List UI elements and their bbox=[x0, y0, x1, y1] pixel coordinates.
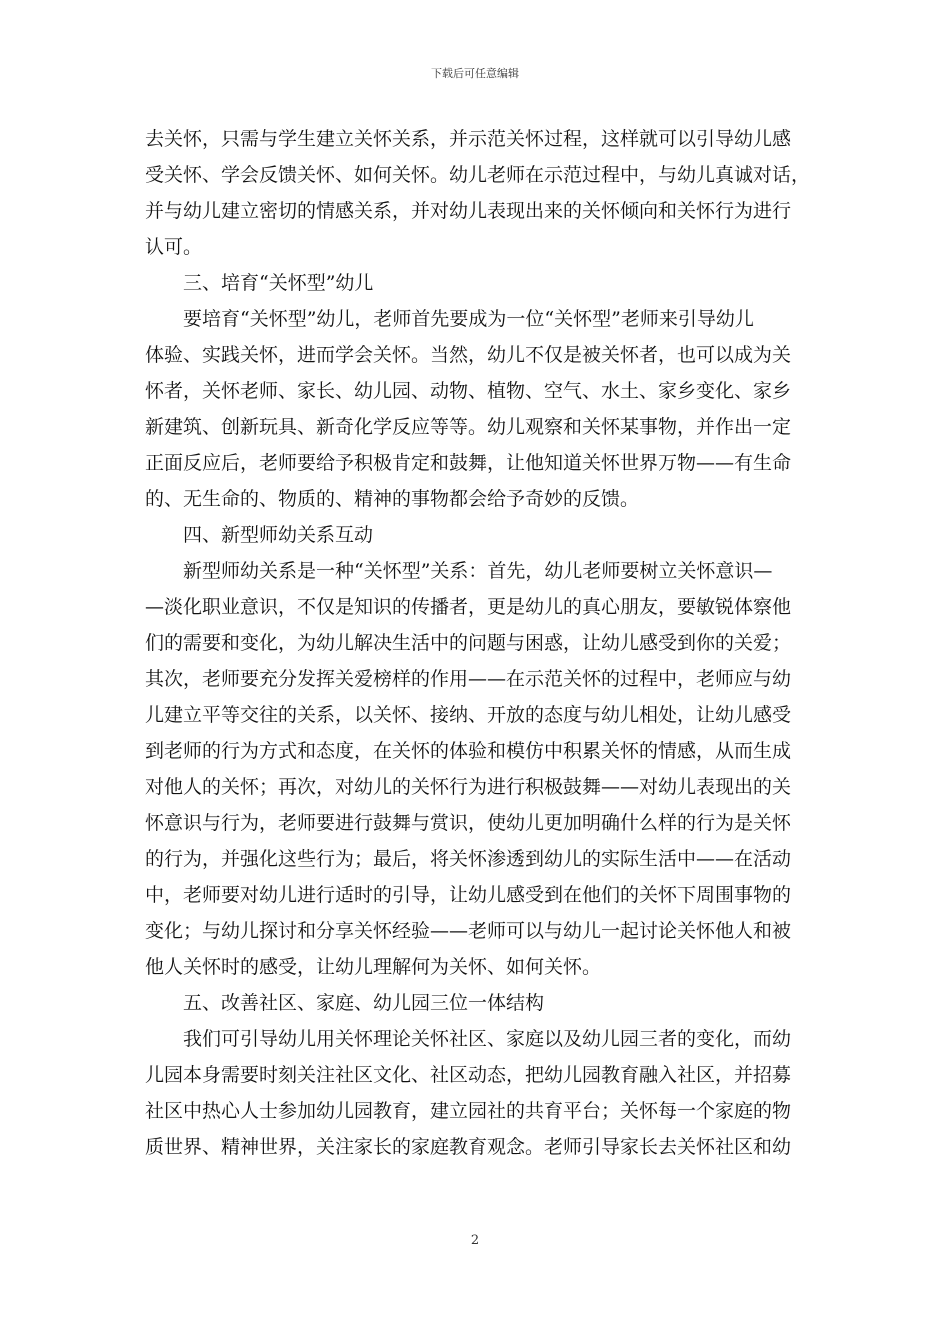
body-line: 怀者，关怀老师、家长、幼儿园、动物、植物、空气、水土、家乡变化、家乡 bbox=[145, 380, 792, 402]
body-line: 其次，老师要充分发挥关爱榜样的作用——在示范关怀的过程中，老师应与幼 bbox=[145, 668, 792, 690]
body-line: 正面反应后，老师要给予积极肯定和鼓舞，让他知道关怀世界万物——有生命 bbox=[145, 452, 792, 474]
body-line: 体验、实践关怀，进而学会关怀。当然，幼儿不仅是被关怀者，也可以成为关 bbox=[145, 344, 792, 366]
body-line: 新型师幼关系是一种“关怀型”关系：首先，幼儿老师要树立关怀意识— bbox=[183, 560, 773, 582]
body-line: 中，老师要对幼儿进行适时的引导，让幼儿感受到在他们的关怀下周围事物的 bbox=[145, 884, 792, 906]
body-line: 并与幼儿建立密切的情感关系，并对幼儿表现出来的关怀倾向和关怀行为进行 bbox=[145, 200, 792, 222]
body-line: 儿园本身需要时刻关注社区文化、社区动态，把幼儿园教育融入社区，并招募 bbox=[145, 1064, 792, 1086]
body-line: 到老师的行为方式和态度，在关怀的体验和模仿中积累关怀的情感，从而生成 bbox=[145, 740, 792, 762]
section-heading: 四、新型师幼关系互动 bbox=[183, 524, 374, 546]
body-line: 受关怀、学会反馈关怀、如何关怀。幼儿老师在示范过程中，与幼儿真诚对话， bbox=[145, 164, 811, 186]
body-line: 去关怀，只需与学生建立关怀关系，并示范关怀过程，这样就可以引导幼儿感 bbox=[145, 128, 792, 150]
body-line: 的、无生命的、物质的、精神的事物都会给予奇妙的反馈。 bbox=[145, 488, 640, 510]
page-number: 2 bbox=[470, 1233, 480, 1248]
body-line: 对他人的关怀；再次，对幼儿的关怀行为进行积极鼓舞——对幼儿表现出的关 bbox=[145, 776, 792, 798]
body-line: —淡化职业意识，不仅是知识的传播者，更是幼儿的真心朋友，要敏锐体察他 bbox=[145, 596, 792, 618]
body-line: 儿建立平等交往的关系，以关怀、接纳、开放的态度与幼儿相处，让幼儿感受 bbox=[145, 704, 792, 726]
section-heading: 五、改善社区、家庭、幼儿园三位一体结构 bbox=[183, 992, 545, 1014]
body-line: 变化；与幼儿探讨和分享关怀经验——老师可以与幼儿一起讨论关怀他人和被 bbox=[145, 920, 792, 942]
body-line: 社区中热心人士参加幼儿园教育，建立园社的共育平台；关怀每一个家庭的物 bbox=[145, 1100, 792, 1122]
body-line: 我们可引导幼儿用关怀理论关怀社区、家庭以及幼儿园三者的变化，而幼 bbox=[183, 1028, 792, 1050]
body-line: 认可。 bbox=[145, 236, 203, 258]
body-line: 质世界、精神世界，关注家长的家庭教育观念。老师引导家长去关怀社区和幼 bbox=[145, 1136, 792, 1158]
section-heading: 三、培育“关怀型”幼儿 bbox=[183, 272, 374, 294]
body-line: 的行为，并强化这些行为；最后，将关怀渗透到幼儿的实际生活中——在活动 bbox=[145, 848, 792, 870]
body-line: 他人关怀时的感受，让幼儿理解何为关怀、如何关怀。 bbox=[145, 956, 602, 978]
body-line: 怀意识与行为，老师要进行鼓舞与赏识，使幼儿更加明确什么样的行为是关怀 bbox=[145, 812, 792, 834]
body-line: 要培育“关怀型”幼儿，老师首先要成为一位“关怀型”老师来引导幼儿 bbox=[183, 308, 754, 330]
body-line: 们的需要和变化，为幼儿解决生活中的问题与困惑，让幼儿感受到你的关爱； bbox=[145, 632, 792, 654]
body-line: 新建筑、创新玩具、新奇化学反应等等。幼儿观察和关怀某事物，并作出一定 bbox=[145, 416, 792, 438]
page-header: 下载后可任意编辑 bbox=[431, 67, 519, 80]
